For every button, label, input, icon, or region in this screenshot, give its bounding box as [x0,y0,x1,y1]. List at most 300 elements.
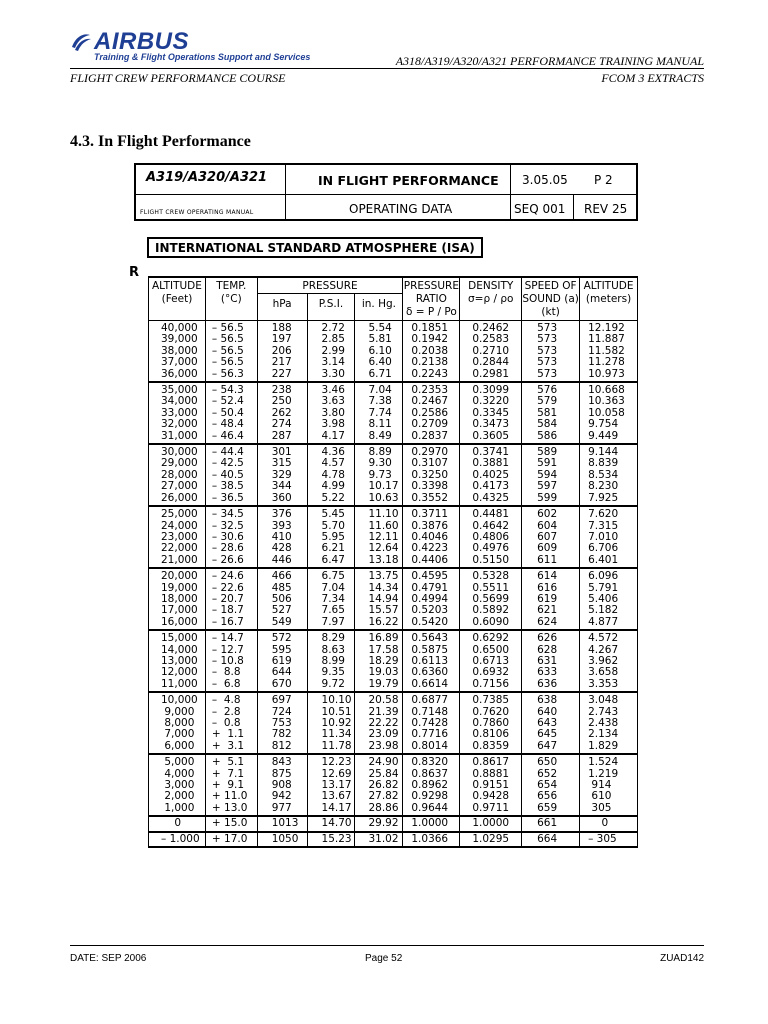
cell-speed-of-sound [522,321,580,383]
value-altitude-ft: 32,000 [161,418,198,431]
cell-pressure-inhg [355,630,403,692]
value-pressure-psi: 5.95 [321,530,345,543]
value-altitude-ft: 19,000 [161,581,198,594]
cell-temperature [205,506,257,568]
value-density-ratio: 0.5511 [472,581,510,594]
value-pressure-psi: 7.65 [321,604,345,617]
cell-altitude-ft [149,832,206,847]
value-speed-of-sound: 664 [537,832,558,845]
value-density-ratio: 0.8881 [472,767,510,780]
value-density-ratio: 0.2583 [472,333,510,346]
cell-temperature [205,832,257,847]
cell-pressure-hpa [257,692,307,754]
value-pressure-ratio: 0.2709 [411,418,449,431]
value-altitude-ft: 35,000 [161,384,198,397]
value-temperature: – 20.7 [211,592,244,605]
value-pressure-psi: 12.23 [321,756,352,769]
value-density-ratio: 0.3881 [472,457,510,470]
value-altitude-ft: 24,000 [161,519,198,532]
value-altitude-m: 11.887 [588,333,625,346]
value-altitude-m: 9.754 [588,418,619,431]
cell-altitude-ft [149,816,206,831]
value-pressure-ratio: 0.8637 [411,767,449,780]
value-altitude-m: 10.363 [588,395,625,408]
value-temperature: – 38.5 [211,480,244,493]
value-pressure-inhg: 22.22 [368,717,399,729]
value-speed-of-sound: 609 [537,542,558,555]
isa-table [148,276,638,848]
value-temperature: + 15.0 [211,817,248,830]
value-pressure-ratio: 0.6877 [411,694,449,707]
cell-pressure-hpa [257,382,307,444]
cell-pressure-psi [307,692,355,754]
value-pressure-inhg: 10.63 [368,491,399,504]
value-density-ratio: 0.6713 [472,654,510,667]
cell-speed-of-sound [522,816,580,831]
value-altitude-ft: 29,000 [161,457,198,470]
fcom-row-divider [136,194,636,195]
col-header-temp: TEMP. (°C) [205,277,257,321]
value-density-ratio: 0.4325 [472,491,510,504]
cell-temperature [205,382,257,444]
value-pressure-inhg: 12.64 [368,542,399,555]
value-speed-of-sound: 621 [537,604,558,617]
cell-density-ratio [460,832,522,847]
value-pressure-psi: 7.04 [321,581,345,594]
value-speed-of-sound: 597 [537,480,558,493]
cell-pressure-psi [307,444,355,506]
value-pressure-hpa: 197 [271,333,292,346]
value-pressure-psi: 8.99 [321,654,345,667]
value-altitude-m: 2.134 [588,728,619,741]
value-altitude-m: 1.524 [588,756,619,769]
value-altitude-ft: 37,000 [161,356,198,369]
value-temperature: – 18.7 [211,604,244,617]
value-pressure-psi: 3.63 [321,395,345,408]
isa-row-group [149,692,638,754]
value-pressure-ratio: 0.2243 [411,367,449,380]
value-speed-of-sound: 638 [537,694,558,707]
value-density-ratio: 0.5892 [472,604,510,617]
cell-pressure-psi [307,832,355,847]
cell-pressure-psi [307,568,355,630]
value-speed-of-sound: 636 [537,677,558,690]
value-pressure-hpa: 942 [271,790,292,803]
cell-speed-of-sound [522,692,580,754]
col-header-pressure: PRESSURE [257,277,403,294]
value-density-ratio: 0.6932 [472,666,510,679]
cell-pressure-inhg [355,832,403,847]
fcom-extracts-label: FCOM 3 EXTRACTS [601,71,704,85]
value-pressure-ratio: 0.2353 [411,384,449,397]
value-pressure-hpa: 1050 [271,832,299,845]
value-pressure-ratio: 0.5875 [411,643,449,656]
col-header-altitude-ft: ALTITUDE (Feet) [149,277,206,321]
value-altitude-m: 4.267 [588,643,619,656]
isa-row-group [149,630,638,692]
value-temperature: – 6.8 [211,677,241,690]
value-pressure-inhg: 29.92 [368,817,399,830]
col-header-altitude-m: ALTITUDE (meters) [580,277,638,321]
cell-altitude-m [580,630,638,692]
value-altitude-m: 1.219 [588,767,619,780]
cell-altitude-m [580,754,638,816]
value-pressure-inhg: 5.81 [368,333,392,346]
cell-temperature [205,754,257,816]
value-pressure-inhg: 19.79 [368,677,399,690]
value-pressure-inhg: 25.84 [368,767,399,780]
value-temperature: – 24.6 [211,570,244,583]
value-speed-of-sound: 645 [537,728,558,741]
value-pressure-inhg: 19.03 [368,666,399,679]
value-density-ratio: 0.4642 [472,519,510,532]
cell-pressure-ratio [403,816,460,831]
value-pressure-hpa: 485 [271,581,292,594]
value-pressure-inhg: 16.22 [368,615,399,628]
value-speed-of-sound: 586 [537,429,558,442]
value-altitude-ft: 23,000 [161,530,198,543]
value-altitude-ft: 11,000 [161,677,198,690]
value-altitude-ft: 40,000 [161,322,198,334]
value-pressure-hpa: 217 [271,356,292,369]
cell-pressure-ratio [403,754,460,816]
value-pressure-ratio: 0.6360 [411,666,449,679]
value-pressure-ratio: 0.4406 [411,553,449,566]
value-pressure-psi: 4.99 [321,480,345,493]
fcom-section-code: 3.05.05 [522,173,568,187]
value-temperature: + 17.0 [211,832,248,845]
fcom-chapter-subtitle: OPERATING DATA [349,202,453,216]
value-pressure-hpa: 843 [271,756,292,769]
value-pressure-psi: 6.21 [321,542,345,555]
value-speed-of-sound: 616 [537,581,558,594]
value-density-ratio: 0.5328 [472,570,510,583]
value-pressure-inhg: 13.75 [368,570,399,583]
value-speed-of-sound: 573 [537,344,558,357]
value-speed-of-sound: 581 [537,406,558,419]
cell-pressure-ratio [403,321,460,383]
value-altitude-ft: 3,000 [161,779,195,792]
value-density-ratio: 1.0295 [472,832,510,845]
value-speed-of-sound: 656 [537,790,558,803]
cell-altitude-m [580,506,638,568]
value-pressure-ratio: 0.3711 [411,508,449,521]
value-altitude-m: 8.839 [588,457,619,470]
value-pressure-ratio: 0.4994 [411,592,449,605]
value-pressure-inhg: 8.49 [368,429,392,442]
value-pressure-inhg: 12.11 [368,530,399,543]
value-altitude-m: 3.658 [588,666,619,679]
value-pressure-hpa: 238 [271,384,292,397]
value-pressure-psi: 14.70 [321,817,352,830]
cell-altitude-m [580,321,638,383]
value-pressure-ratio: 0.9298 [411,790,449,803]
footer-date: DATE: SEP 2006 [70,953,147,964]
value-pressure-inhg: 7.04 [368,384,392,397]
fcom-aircraft-cell [136,165,286,219]
value-temperature: – 50.4 [211,406,244,419]
value-pressure-ratio: 0.2467 [411,395,449,408]
value-altitude-ft: 12,000 [161,666,198,679]
value-pressure-ratio: 0.9644 [411,801,449,814]
cell-temperature [205,321,257,383]
value-altitude-ft: 34,000 [161,395,198,408]
value-pressure-psi: 8.63 [321,643,345,656]
cell-altitude-m [580,382,638,444]
value-pressure-inhg: 6.71 [368,367,392,380]
value-pressure-hpa: 274 [271,418,292,431]
value-pressure-psi: 10.10 [321,694,352,707]
fcom-page-number: P 2 [594,173,613,187]
cell-density-ratio [460,506,522,568]
value-temperature: – 52.4 [211,395,244,408]
value-pressure-inhg: 23.09 [368,728,399,741]
value-density-ratio: 0.4173 [472,480,510,493]
value-pressure-psi: 4.78 [321,468,345,481]
value-temperature: – 56.5 [211,322,244,334]
footer-page-number: Page 52 [365,953,403,964]
value-density-ratio: 0.3099 [472,384,510,397]
value-pressure-hpa: 527 [271,604,292,617]
value-pressure-hpa: 908 [271,779,292,792]
value-altitude-ft: 14,000 [161,643,198,656]
value-pressure-hpa: 329 [271,468,292,481]
value-density-ratio: 0.4025 [472,468,510,481]
value-temperature: – 8.8 [211,666,241,679]
value-altitude-m: 4.572 [588,632,619,645]
value-pressure-ratio: 0.2586 [411,406,449,419]
value-altitude-ft: 7,000 [161,728,195,741]
value-speed-of-sound: 628 [537,643,558,656]
cell-speed-of-sound [522,630,580,692]
cell-speed-of-sound [522,506,580,568]
cell-altitude-ft [149,321,206,383]
value-pressure-ratio: 0.8962 [411,779,449,792]
value-speed-of-sound: 591 [537,457,558,470]
value-temperature: – 56.5 [211,344,244,357]
value-pressure-inhg: 6.40 [368,356,392,369]
value-density-ratio: 0.8359 [472,739,510,752]
value-temperature: + 9.1 [211,779,245,792]
value-pressure-hpa: 753 [271,717,292,729]
value-pressure-hpa: 977 [271,801,292,814]
value-pressure-psi: 6.75 [321,570,345,583]
value-altitude-m: 305 [588,801,612,814]
value-speed-of-sound: 584 [537,418,558,431]
value-altitude-m: 7.315 [588,519,619,532]
value-pressure-inhg: 10.17 [368,480,399,493]
cell-density-ratio [460,630,522,692]
cell-pressure-hpa [257,832,307,847]
value-altitude-ft: 25,000 [161,508,198,521]
value-pressure-inhg: 18.29 [368,654,399,667]
value-altitude-ft: 10,000 [161,694,198,707]
cell-pressure-hpa [257,630,307,692]
value-pressure-hpa: 812 [271,739,292,752]
value-speed-of-sound: 614 [537,570,558,583]
cell-speed-of-sound [522,754,580,816]
value-density-ratio: 0.2462 [472,322,510,334]
value-altitude-m: 6.401 [588,553,619,566]
value-pressure-ratio: 0.4046 [411,530,449,543]
value-pressure-ratio: 1.0366 [411,832,449,845]
value-temperature: – 54.3 [211,384,244,397]
value-temperature: + 3.1 [211,739,245,752]
cell-pressure-ratio [403,832,460,847]
footer-rule [70,945,704,946]
value-altitude-m: 5.182 [588,604,619,617]
col-header-pressure-ratio: PRESSURE RATIO δ = P / Po [403,277,460,321]
value-pressure-ratio: 0.4595 [411,570,449,583]
value-pressure-hpa: 670 [271,677,292,690]
value-altitude-ft: 13,000 [161,654,198,667]
value-altitude-m: 5.406 [588,592,619,605]
cell-speed-of-sound [522,444,580,506]
value-pressure-ratio: 1.0000 [411,817,449,830]
value-altitude-ft: 31,000 [161,429,198,442]
cell-pressure-psi [307,816,355,831]
value-speed-of-sound: 626 [537,632,558,645]
value-pressure-ratio: 0.2038 [411,344,449,357]
value-speed-of-sound: 589 [537,446,558,459]
value-altitude-ft: 38,000 [161,344,198,357]
value-altitude-ft: 0 [161,817,182,830]
value-pressure-inhg: 16.89 [368,632,399,645]
value-altitude-m: 11.278 [588,356,625,369]
isa-row-group [149,506,638,568]
cell-altitude-m [580,444,638,506]
value-density-ratio: 0.3741 [472,446,510,459]
value-speed-of-sound: 579 [537,395,558,408]
value-pressure-ratio: 0.6113 [411,654,449,667]
cell-altitude-m [580,692,638,754]
value-speed-of-sound: 573 [537,322,558,334]
value-density-ratio: 0.4481 [472,508,510,521]
value-pressure-psi: 5.45 [321,508,345,521]
value-density-ratio: 0.7156 [472,677,510,690]
aircraft-types: A319/A320/A321 [146,170,268,185]
value-pressure-ratio: 0.3107 [411,457,449,470]
cell-speed-of-sound [522,382,580,444]
cell-pressure-ratio [403,506,460,568]
value-altitude-ft: 5,000 [161,756,195,769]
cell-pressure-inhg [355,321,403,383]
value-speed-of-sound: 604 [537,519,558,532]
value-density-ratio: 0.6090 [472,615,510,628]
value-pressure-psi: 5.70 [321,519,345,532]
value-altitude-m: 1.829 [588,739,619,752]
col-header-hpa: hPa [257,294,307,321]
isa-row-group [149,568,638,630]
value-pressure-ratio: 0.3250 [411,468,449,481]
value-speed-of-sound: 652 [537,767,558,780]
value-altitude-ft: 4,000 [161,767,195,780]
value-speed-of-sound: 643 [537,717,558,729]
fcom-seq-divider [573,194,574,219]
isa-table-title: INTERNATIONAL STANDARD ATMOSPHERE (ISA) [147,237,483,258]
value-altitude-ft: 28,000 [161,468,198,481]
value-pressure-psi: 11.34 [321,728,352,741]
cell-pressure-psi [307,382,355,444]
value-altitude-m: 5.791 [588,581,619,594]
value-altitude-ft: 39,000 [161,333,198,346]
value-temperature: + 1.1 [211,728,245,741]
value-temperature: – 32.5 [211,519,244,532]
value-pressure-psi: 4.57 [321,457,345,470]
value-speed-of-sound: 573 [537,356,558,369]
value-pressure-inhg: 11.60 [368,519,399,532]
cell-pressure-psi [307,321,355,383]
value-pressure-hpa: 428 [271,542,292,555]
col-header-speed-of-sound: SPEED OF SOUND (a) (kt) [522,277,580,321]
value-speed-of-sound: 594 [537,468,558,481]
value-pressure-inhg: 24.90 [368,756,399,769]
cell-altitude-ft [149,444,206,506]
value-pressure-hpa: 344 [271,480,292,493]
cell-pressure-hpa [257,444,307,506]
value-altitude-m: 8.230 [588,480,619,493]
brand-name: AIRBUS [94,28,190,55]
value-altitude-ft: 20,000 [161,570,198,583]
value-altitude-m: 10.668 [588,384,625,397]
value-temperature: – 16.7 [211,615,244,628]
value-altitude-m: 11.582 [588,344,625,357]
value-density-ratio: 0.7620 [472,705,510,718]
value-pressure-hpa: 287 [271,429,292,442]
value-pressure-ratio: 0.3398 [411,480,449,493]
value-density-ratio: 0.3473 [472,418,510,431]
value-pressure-psi: 3.98 [321,418,345,431]
cell-pressure-inhg [355,382,403,444]
value-speed-of-sound: 619 [537,592,558,605]
value-density-ratio: 0.2710 [472,344,510,357]
value-altitude-m: 4.877 [588,615,619,628]
value-temperature: – 44.4 [211,446,244,459]
value-pressure-inhg: 7.38 [368,395,392,408]
fcom-header-box [134,163,638,221]
value-temperature: + 5.1 [211,756,245,769]
value-density-ratio: 0.8617 [472,756,510,769]
cell-density-ratio [460,382,522,444]
value-altitude-m: 2.743 [588,705,619,718]
value-pressure-psi: 3.30 [321,367,345,380]
value-pressure-psi: 10.51 [321,705,352,718]
value-altitude-ft: 8,000 [161,717,195,729]
value-pressure-ratio: 0.3552 [411,491,449,504]
value-pressure-inhg: 17.58 [368,643,399,656]
value-temperature: + 11.0 [211,790,248,803]
value-temperature: – 26.6 [211,553,244,566]
value-density-ratio: 0.2844 [472,356,510,369]
value-speed-of-sound: 599 [537,491,558,504]
value-altitude-ft: 15,000 [161,632,198,645]
value-density-ratio: 0.7385 [472,694,510,707]
value-pressure-psi: 4.36 [321,446,345,459]
value-density-ratio: 0.4976 [472,542,510,555]
value-temperature: – 28.6 [211,542,244,555]
cell-density-ratio [460,692,522,754]
cell-temperature [205,816,257,831]
value-pressure-psi: 5.22 [321,491,345,504]
value-speed-of-sound: 631 [537,654,558,667]
value-altitude-m: 10.973 [588,367,625,380]
value-pressure-ratio: 0.3876 [411,519,449,532]
value-pressure-hpa: 1013 [271,817,299,830]
value-altitude-ft: 1,000 [161,801,195,814]
value-altitude-m: 10.058 [588,406,625,419]
cell-pressure-hpa [257,816,307,831]
value-pressure-hpa: 301 [271,446,292,459]
